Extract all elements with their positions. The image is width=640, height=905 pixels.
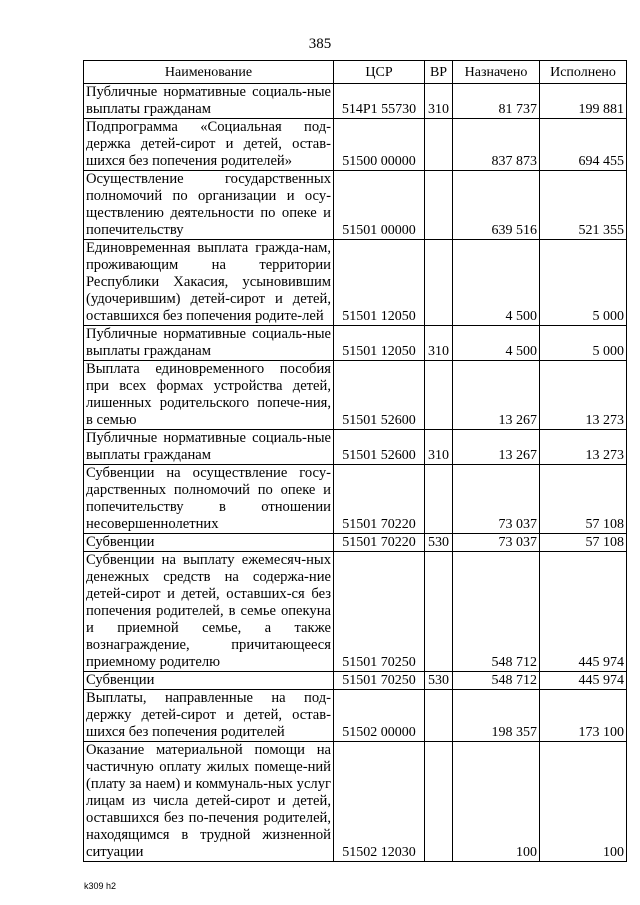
row-executed: 5 000 <box>540 240 627 326</box>
row-executed: 57 108 <box>540 534 627 552</box>
header-vr: ВР <box>425 61 453 84</box>
row-executed: 57 108 <box>540 465 627 534</box>
row-csr: 51502 00000 <box>334 690 425 742</box>
row-name: Субвенции на выплату ежемесяч-ных денежных средств на содержа-ние детей-сирот и детей, оставших-ся без попечения родителей, в семье опекуна и приемной семье, а также вознаграждение, причитающееся приемному родителю <box>84 552 334 672</box>
row-vr <box>425 240 453 326</box>
header-csr: ЦСР <box>334 61 425 84</box>
row-assigned: 639 516 <box>453 171 540 240</box>
row-csr: 51501 70250 <box>334 552 425 672</box>
row-executed: 445 974 <box>540 672 627 690</box>
row-name: Оказание материальной помощи на частичную оплату жилых помеще-ний (плату за наем) и коммуналь-ных услуг лицам из числа детей-сирот и детей, оставшихся без по-печения родителей, находящимся в трудной жизненной ситуации <box>84 742 334 862</box>
row-assigned: 100 <box>453 742 540 862</box>
row-vr <box>425 690 453 742</box>
row-vr <box>425 742 453 862</box>
row-executed: 173 100 <box>540 690 627 742</box>
row-name: Выплаты, направленные на под-держку детей-сирот и детей, остав-шихся без попечения родителей <box>84 690 334 742</box>
row-csr: 51501 70250 <box>334 672 425 690</box>
row-name: Осуществление государственных полномочий по организации и осу-ществлению деятельности по опеке и попечительству <box>84 171 334 240</box>
table-row <box>84 119 627 171</box>
row-vr <box>425 171 453 240</box>
row-name: Субвенции <box>84 534 334 552</box>
table-row <box>84 171 627 240</box>
table-row <box>84 361 627 430</box>
table-header <box>84 61 627 84</box>
row-assigned: 198 357 <box>453 690 540 742</box>
row-executed: 521 355 <box>540 171 627 240</box>
table-row <box>84 742 627 862</box>
row-vr <box>425 552 453 672</box>
row-executed: 199 881 <box>540 84 627 119</box>
row-assigned: 73 037 <box>453 465 540 534</box>
row-vr: 530 <box>425 534 453 552</box>
row-name: Подпрограмма «Социальная под-держка детей-сирот и детей, остав-шихся без попечения родителей» <box>84 119 334 171</box>
budget-table <box>83 60 627 862</box>
row-vr: 310 <box>425 84 453 119</box>
table-row <box>84 672 627 690</box>
row-name: Единовременная выплата гражда-нам, проживающим на территории Республики Хакасия, усыновившим (удочерившим) детей-сирот и детей, оставшихся без попечения родите-лей <box>84 240 334 326</box>
row-name: Публичные нормативные социаль-ные выплаты гражданам <box>84 326 334 361</box>
row-executed: 694 455 <box>540 119 627 171</box>
row-csr: 51501 52600 <box>334 430 425 465</box>
row-assigned: 548 712 <box>453 672 540 690</box>
row-vr: 530 <box>425 672 453 690</box>
table-row <box>84 240 627 326</box>
row-name: Публичные нормативные социаль-ные выплаты гражданам <box>84 84 334 119</box>
header-assigned: Назначено <box>453 61 540 84</box>
footer-code: k309 h2 <box>84 881 117 891</box>
row-executed: 13 273 <box>540 361 627 430</box>
header-name: Наименование <box>84 61 334 84</box>
page-number: 385 <box>308 36 332 52</box>
row-assigned: 13 267 <box>453 430 540 465</box>
row-csr: 51501 12050 <box>334 240 425 326</box>
header-executed: Исполнено <box>540 61 627 84</box>
table-row <box>84 690 627 742</box>
row-assigned: 4 500 <box>453 326 540 361</box>
row-csr: 51501 52600 <box>334 361 425 430</box>
row-name: Выплата единовременного пособия при всех формах устройства детей, лишенных родительского попече-ния, в семью <box>84 361 334 430</box>
row-vr: 310 <box>425 326 453 361</box>
row-csr: 51501 12050 <box>334 326 425 361</box>
table-row <box>84 84 627 119</box>
row-executed: 13 273 <box>540 430 627 465</box>
row-name: Публичные нормативные социаль-ные выплаты гражданам <box>84 430 334 465</box>
table-row <box>84 430 627 465</box>
row-assigned: 13 267 <box>453 361 540 430</box>
row-csr: 51501 00000 <box>334 171 425 240</box>
row-csr: 51501 70220 <box>334 534 425 552</box>
row-assigned: 73 037 <box>453 534 540 552</box>
row-assigned: 4 500 <box>453 240 540 326</box>
row-assigned: 548 712 <box>453 552 540 672</box>
row-csr: 51502 12030 <box>334 742 425 862</box>
row-csr: 514P1 55730 <box>334 84 425 119</box>
row-csr: 51500 00000 <box>334 119 425 171</box>
row-assigned: 81 737 <box>453 84 540 119</box>
row-executed: 100 <box>540 742 627 862</box>
row-vr <box>425 361 453 430</box>
row-executed: 5 000 <box>540 326 627 361</box>
table-row <box>84 552 627 672</box>
row-vr <box>425 465 453 534</box>
row-vr: 310 <box>425 430 453 465</box>
table-row <box>84 534 627 552</box>
row-assigned: 837 873 <box>453 119 540 171</box>
row-vr <box>425 119 453 171</box>
row-name: Субвенции <box>84 672 334 690</box>
row-executed: 445 974 <box>540 552 627 672</box>
row-csr: 51501 70220 <box>334 465 425 534</box>
table-row <box>84 465 627 534</box>
row-name: Субвенции на осуществление госу-дарственных полномочий по опеке и попечительству в отношении несовершеннолетних <box>84 465 334 534</box>
table-row <box>84 326 627 361</box>
